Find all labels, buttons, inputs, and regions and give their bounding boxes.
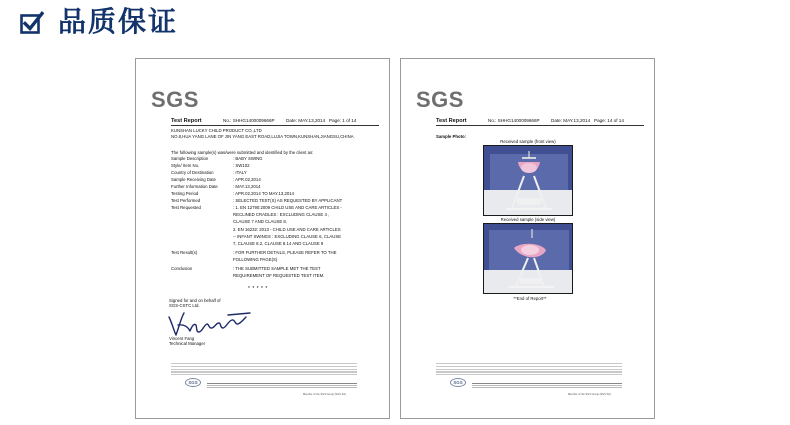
sample-photo-side [483, 223, 573, 294]
photo-caption-front: Received sample (front view) [500, 139, 556, 144]
report-title: Test Report [171, 118, 202, 124]
report-number: No.: SHHG1400009666P [223, 118, 275, 123]
footer-rule [472, 383, 622, 384]
signatory-name: Vincent Fang [169, 336, 195, 341]
end-marker: * * * * * [248, 286, 268, 292]
field-row: RECLINED CRADLES : EXCLUDING CLAUSE 4 , [233, 212, 330, 217]
sgs-footer-badge: SGS [185, 378, 201, 387]
test-report-page-14[interactable] [400, 58, 655, 419]
report-footer [436, 363, 622, 405]
report-title: Test Report [436, 118, 467, 124]
report-date: Date: MAY.13,2014 [551, 118, 591, 123]
header-divider [171, 125, 379, 126]
section-header [20, 6, 178, 38]
field-row: FOLLOWING PAGE(S) [233, 257, 278, 262]
sgs-footer-badge: SGS [450, 378, 466, 387]
field-row: Conclusion : THE SUBMITTED SAMPLE MET THE TEST [171, 266, 321, 271]
sgs-logo: SGS [151, 87, 199, 112]
sgs-logo: SGS [416, 87, 464, 112]
end-of-report: **End of Report** [513, 296, 547, 301]
report-header [436, 117, 644, 125]
checkbox-check-icon [20, 10, 44, 34]
client-address: NO.8,HUA YANG LANE OF JIN YANG EAST ROAD,LUJIA TOWN,KUNSHAN,JIANGSU,CHINA [171, 134, 354, 139]
intro-text: The following sample(s) was/were submitted and identified by the client as: [171, 150, 314, 155]
field-row: Test Result(s) : FOR FURTHER DETAILS, PLEASE REFER TO THE [171, 250, 337, 255]
field-row: 7, CLAUSE 8.2, CLAUSE 8.14 AND CLAUSE 9 [233, 241, 324, 246]
section-title: 品质保证 [58, 5, 179, 38]
footer-fine-print [171, 363, 357, 377]
field-row: Style/ Item No. : SW102 [171, 163, 250, 168]
report-footer [171, 363, 357, 405]
signed-for: Signed for and on behalf of [169, 298, 221, 303]
report-page: Page: 1 of 14 [329, 118, 357, 123]
footer-fine-print [436, 363, 622, 377]
footer-rule [207, 383, 357, 384]
report-number: No.: SHHG1400009666P [488, 118, 540, 123]
field-row: Further Information Date : MAY.13,2014 [171, 184, 261, 189]
client-company: KUNSHAN LUCKY CHILD PRODUCT CO.,LTD [171, 128, 262, 133]
sample-photo-front [483, 145, 573, 216]
field-row: CLAUSE 7 AND CLAUSE 8. [233, 219, 287, 224]
header-divider [436, 125, 644, 126]
footer-member: Member of the SGS Group (SGS SA) [303, 393, 346, 396]
footer-contact-lines [207, 385, 357, 390]
field-row: Test Performed : SELECTED TEST(S) AS REQUESTED BY APPLICANT [171, 198, 343, 203]
test-report-page-1[interactable] [135, 58, 390, 419]
report-header [171, 117, 379, 125]
field-row: REQUIREMENT OF REQUESTED TEST ITEM. [233, 273, 325, 278]
field-row: Testing Period : APR.02,2014 TO MAY.13,2014 [171, 191, 295, 196]
report-date: Date: MAY.13,2014 [286, 118, 326, 123]
signed-company: SGS-CSTC Ltd. [169, 303, 200, 308]
footer-contact-lines [472, 385, 622, 390]
field-row: Sample Receiving Date : APR.02,2014 [171, 177, 261, 182]
photo-caption-side: Received sample (side view) [500, 217, 556, 222]
field-row: 2. EN 16232: 2013 - CHILD USE AND CARE ARTICLES [233, 227, 341, 232]
sample-photo-label: Sample Photo: [436, 134, 467, 139]
field-row: Test Requested : 1. EN 12790:2009 CHILD USE AND CARE ARTICLES - [171, 205, 342, 210]
footer-member: Member of the SGS Group (SGS SA) [568, 393, 611, 396]
signatory-title: Technical Manager [169, 341, 206, 346]
report-page: Page: 14 of 14 [594, 118, 624, 123]
field-row: -- INFANT SWINGS : EXCLUDING CLAUSE 6, CLAUSE [233, 234, 342, 239]
field-row: Sample Description : BABY SWING [171, 156, 263, 161]
field-row: Country of Destination : ITALY [171, 170, 247, 175]
